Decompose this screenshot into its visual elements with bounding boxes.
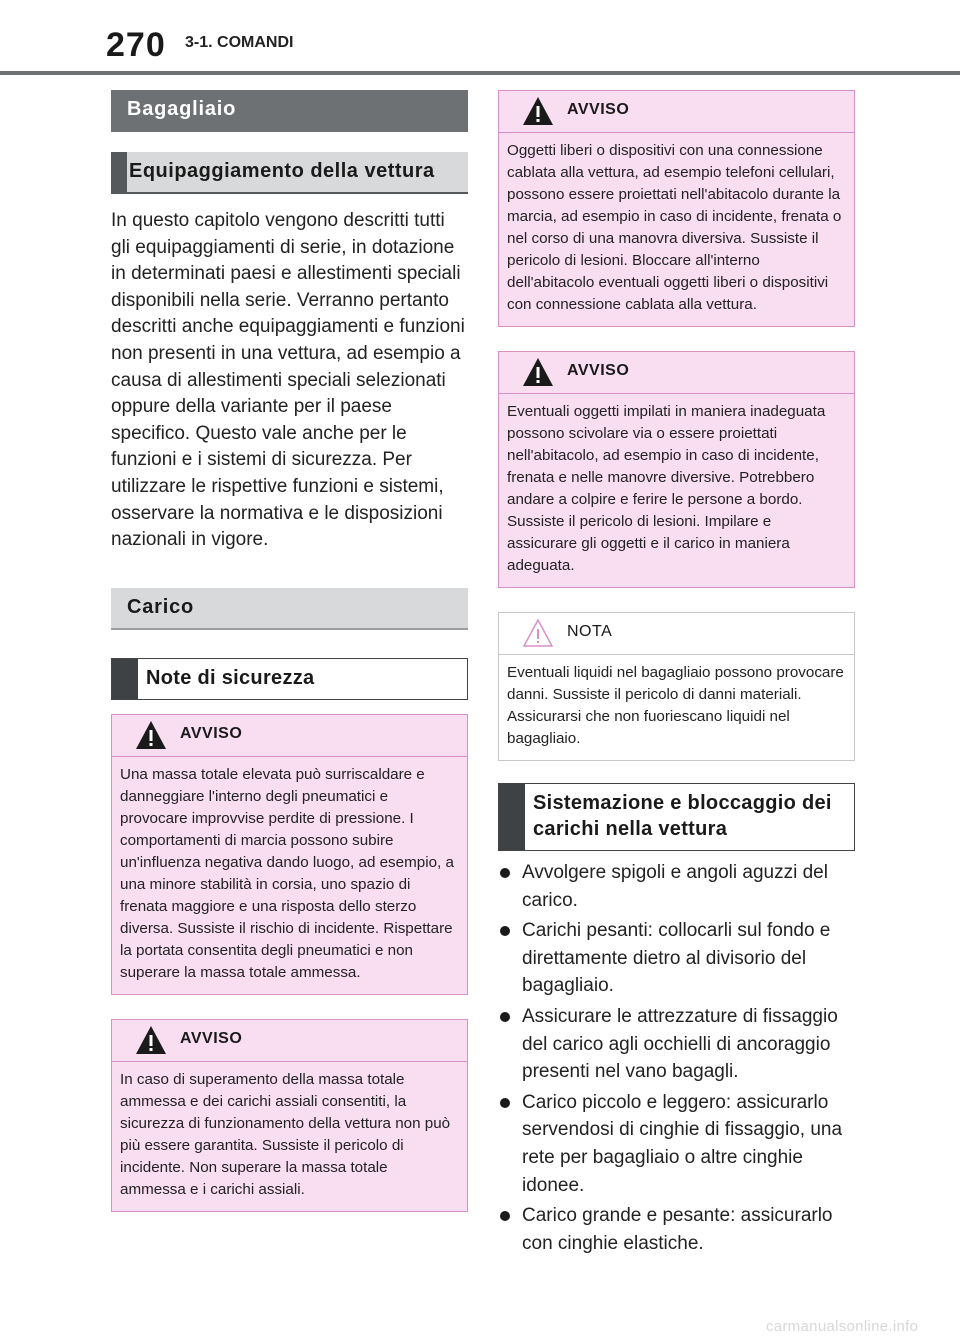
warning-title: AVVISO xyxy=(567,362,630,379)
heading-note-sicurezza: Note di sicurezza xyxy=(111,658,468,700)
warning-header xyxy=(499,91,854,133)
warning-title: AVVISO xyxy=(567,101,630,118)
bullet-list xyxy=(498,859,855,1257)
bullet-dot-icon xyxy=(500,1211,510,1221)
warning-text: Oggetti liberi o dispositivi con una connessione cablata alla vettura, ad esempio telefoni cellulari, possono essere proiettati nell'abitacolo durante la marcia, ad esempio in caso di incidente, frenata o nel corso di una manovra diversiva. Sussiste il pericolo di lesioni. Bloccare all'interno dell'abitacolo eventuali oggetti liberi o dispositivi con connessione cablata alla vettura. xyxy=(499,133,854,326)
heading-sistemazione: Sistemazione e bloccaggio dei carichi nella vettura xyxy=(498,783,855,851)
warning-header xyxy=(112,715,467,757)
list-item-text: Carichi pesanti: collocarli sul fondo e direttamente dietro al divisorio del bagagliaio. xyxy=(522,920,831,997)
header-rule xyxy=(0,71,960,75)
section-label: 3-1. COMANDI xyxy=(185,34,294,51)
warning-text: Una massa totale elevata può surriscaldare e danneggiare l'interno degli pneumatici e provocare improvvise perdite di pressione. I comportamenti di marcia possono subire un'influenza negativa dando luogo, ad esempio, a una minore stabilità in corsia, uno spazio di frenata maggiore e una risposta dello sterzo diversa. Sussiste il rischio di incidente. Rispettare la portata consentita degli pneumatici e non superare la massa totale ammessa. xyxy=(112,757,467,994)
heading-carico: Carico xyxy=(111,588,468,630)
right-column xyxy=(498,90,855,1260)
heading-equipaggiamento-text: Equipaggiamento della vettura xyxy=(129,160,435,182)
bullet-dot-icon xyxy=(500,926,510,936)
list-item-text: Carico grande e pesante: assicurarlo con cinghie elastiche. xyxy=(522,1205,833,1254)
left-column xyxy=(111,90,468,1212)
list-item xyxy=(498,859,855,914)
warning-header xyxy=(499,352,854,394)
caution-outline-icon xyxy=(521,617,555,649)
warning-triangle-icon xyxy=(134,719,168,751)
page-number: 270 xyxy=(106,26,166,64)
list-item xyxy=(498,1202,855,1257)
warning-box-4 xyxy=(498,351,855,588)
heading-bagagliaio: Bagagliaio xyxy=(111,90,468,132)
warning-header xyxy=(112,1020,467,1062)
warning-triangle-icon xyxy=(134,1024,168,1056)
note-title: NOTA xyxy=(567,623,613,640)
page-header xyxy=(0,0,960,76)
list-item xyxy=(498,1003,855,1086)
warning-box-3 xyxy=(498,90,855,327)
warning-triangle-icon xyxy=(521,356,555,388)
bullet-dot-icon xyxy=(500,868,510,878)
watermark: carmanualsonline.info xyxy=(766,1318,919,1335)
warning-box-1 xyxy=(111,714,468,995)
note-box xyxy=(498,612,855,761)
warning-text: Eventuali oggetti impilati in maniera inadeguata possono scivolare via o essere proiettati nell'abitacolo, ad esempio in caso di incidente, frenata e nelle manovre diversive. Potrebbero andare a colpire e ferire le persone a bordo. Sussiste il pericolo di lesioni. Impilare e assicurare gli oggetti e il carico in maniera adeguata. xyxy=(499,394,854,587)
warning-title: AVVISO xyxy=(180,724,243,742)
bullet-dot-icon xyxy=(500,1098,510,1108)
warning-text: In caso di superamento della massa totale ammessa e dei carichi assiali consentiti, la sicurezza di funzionamento della vettura non può più essere garantita. Sussiste il pericolo di incidente. Non superare la massa totale ammessa e i carichi assiali. xyxy=(112,1062,467,1211)
list-item-text: Avvolgere spigoli e angoli aguzzi del carico. xyxy=(522,862,828,911)
warning-title: AVVISO xyxy=(180,1029,243,1047)
note-header xyxy=(499,613,854,655)
list-item xyxy=(498,917,855,1000)
warning-triangle-icon xyxy=(521,95,555,127)
note-text: Eventuali liquidi nel bagagliaio possono provocare danni. Sussiste il pericolo di danni materiali. Assicurarsi che non fuoriescano liquidi nel bagagliaio. xyxy=(499,655,854,760)
list-item-text: Assicurare le attrezzature di fissaggio del carico agli occhielli di ancoraggio presenti nel vano bagagli. xyxy=(522,1005,838,1083)
intro-paragraph: In questo capitolo vengono descritti tutti gli equipaggiamenti di serie, in dotazione in determinati paesi e allestimenti speciali disponibili nella serie. Verranno pertanto descritti anche equipaggiamenti e funzioni non presenti in una vettura, ad esempio a causa di allestimenti speciali selezionati oppure della variante per il paese specifico. Questo vale anche per le funzioni e i sistemi di sicurezza. Per utilizzare le rispettive funzioni e sistemi, osservare la normativa e le disposizioni nazionali in vigore. xyxy=(111,210,465,551)
list-item-text: Carico piccolo e leggero: assicurarlo servendosi di cinghie di fissaggio, una rete per bagagliaio o altre cinghie idonee. xyxy=(522,1091,843,1196)
heading-equipaggiamento xyxy=(111,152,468,194)
bullet-dot-icon xyxy=(500,1012,510,1022)
warning-box-2 xyxy=(111,1019,468,1212)
list-item xyxy=(498,1089,855,1199)
